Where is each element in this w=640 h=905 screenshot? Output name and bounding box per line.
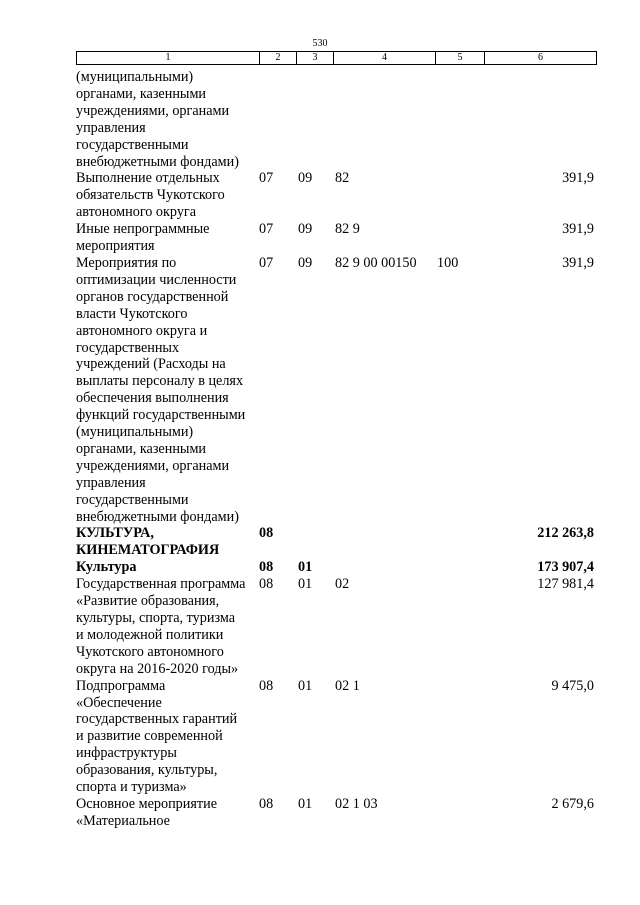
row-name: Выполнение отдельных обязательств Чукотского автономного округа xyxy=(76,170,225,221)
row-name: Основное мероприятие «Материальное xyxy=(76,795,217,829)
row-name: Подпрограмма «Обеспечение государственных гарантий и развитие современной инфраструктуры образования, культуры, спорта и туризма» xyxy=(76,677,238,796)
row-amount: 173 907,4 xyxy=(537,559,594,576)
column-header-2: 2 xyxy=(260,52,297,65)
row-target-article: 02 1 03 xyxy=(335,795,378,812)
table-row xyxy=(76,69,596,170)
row-amount: 391,9 xyxy=(562,170,594,187)
row-target-article: 02 xyxy=(335,576,350,593)
column-header-6: 6 xyxy=(485,52,597,65)
page-number: 530 xyxy=(312,38,328,49)
row-subsection: 01 xyxy=(298,559,313,576)
row-name: Культура xyxy=(76,559,137,576)
column-number-header xyxy=(76,51,597,65)
row-name: КУЛЬТУРА, КИНЕМАТОГРАФИЯ xyxy=(76,525,220,559)
row-subsection: 01 xyxy=(298,677,313,694)
table-row xyxy=(76,170,596,221)
table-row-subsection-total xyxy=(76,559,596,576)
row-section: 08 xyxy=(259,576,274,593)
table-row xyxy=(76,576,596,677)
row-name: Иные непрограммные мероприятия xyxy=(76,221,210,255)
row-section: 07 xyxy=(259,170,274,187)
row-name: Государственная программа «Развитие образования, культуры, спорта, туризма и молодежной политики Чукотского автономного округа на 2016-2020 годы» xyxy=(76,576,246,677)
column-header-4: 4 xyxy=(334,52,436,65)
row-section: 07 xyxy=(259,254,274,271)
row-subsection: 09 xyxy=(298,254,313,271)
table-row xyxy=(76,221,596,255)
row-section: 08 xyxy=(259,795,274,812)
table-row xyxy=(76,255,596,526)
row-subsection: 01 xyxy=(298,576,313,593)
row-target-article: 82 9 xyxy=(335,221,360,238)
row-subsection: 09 xyxy=(298,221,313,238)
column-header-5: 5 xyxy=(436,52,485,65)
row-subsection: 01 xyxy=(298,795,313,812)
row-subsection: 09 xyxy=(298,170,313,187)
row-amount: 2 679,6 xyxy=(551,795,594,812)
row-amount: 9 475,0 xyxy=(551,677,594,694)
table-row-section-total xyxy=(76,525,596,559)
row-amount: 212 263,8 xyxy=(537,525,594,542)
column-header-3: 3 xyxy=(297,52,334,65)
row-expense-type: 100 xyxy=(437,254,459,271)
column-header-1: 1 xyxy=(77,52,260,65)
row-section: 07 xyxy=(259,221,274,238)
row-amount: 127 981,4 xyxy=(537,576,594,593)
row-name: Мероприятия по оптимизации численности органов государственной власти Чукотского автономного округа и государственных учреждений (Расходы на выплаты персоналу в целях обеспечения выполнения функций государственными (муниципальными) органами, казенными учреждениями, органами управления государственными внебюджетными фондами) xyxy=(76,254,246,525)
row-name: (муниципальными) органами, казенными учреждениями, органами управления государственными внебюджетными фондами) xyxy=(76,69,239,170)
row-target-article: 02 1 xyxy=(335,677,360,694)
budget-table-body xyxy=(76,69,596,830)
row-section: 08 xyxy=(259,677,274,694)
table-row xyxy=(76,678,596,796)
row-target-article: 82 9 00 00150 xyxy=(335,254,417,271)
row-amount: 391,9 xyxy=(562,254,594,271)
row-target-article: 82 xyxy=(335,170,350,187)
row-amount: 391,9 xyxy=(562,221,594,238)
row-section: 08 xyxy=(259,559,274,576)
table-row xyxy=(76,796,596,830)
row-section: 08 xyxy=(259,525,274,542)
